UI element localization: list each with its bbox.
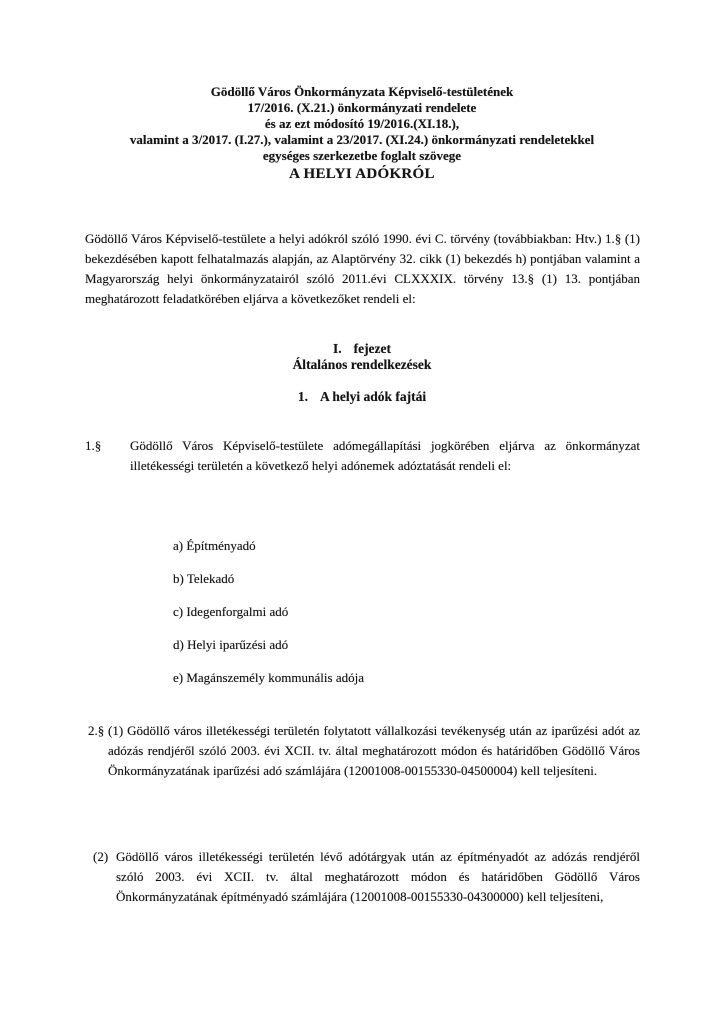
section-2-paragraph-2-marker: (2) — [93, 849, 109, 864]
chapter-number: I. — [332, 341, 342, 356]
section-1-heading-number: 1. — [297, 389, 308, 404]
tax-type-item-tourism-tax: c) Idegenforgalmi adó — [173, 604, 289, 619]
section-2-marker: 2.§ — [88, 723, 105, 738]
section-2-paragraph-2-text: Gödöllő város illetékességi területén lévő adótárgyak után az építményadót az adózás rendjéről szóló 2003. évi XCII. tv. által meghatározott módon és határidőben Gödöllő Város Önkormányzatának építményadó számlájára (12001008-00155330-04300000) kell teljesíteni, — [116, 849, 640, 904]
tax-type-item-communal-tax: e) Magánszemély kommunális adója — [173, 670, 364, 685]
title-line-consolidated: egységes szerkezetbe foglalt szövege — [262, 148, 462, 163]
title-line-amendment-1: és az ezt módosító 19/2016.(XI.18.), — [264, 116, 460, 131]
section-1-heading-label: A helyi adók fajtái — [319, 389, 427, 404]
chapter-number-line — [0, 341, 724, 357]
title-line-decree-number: 17/2016. (X.21.) önkormányzati rendelete — [247, 100, 477, 115]
title-line-amendment-2: valamint a 3/2017. (I.27.), valamint a 23/2017. (XI.24.) önkormányzati rendeletekkel — [129, 132, 595, 147]
section-1-text: Gödöllő Város Képviselő-testülete adómegállapítási jogkörében eljárva az önkormányzat illetékességi területén a következő helyi adónemek adóztatását rendeli el: — [130, 438, 640, 473]
section-2-paragraph-2 — [93, 847, 640, 907]
document-title-block — [0, 84, 724, 182]
section-1-heading — [0, 389, 724, 405]
intro-paragraph: Gödöllő Város Képviselő-testülete a helyi adókról szóló 1990. évi C. törvény (továbbiakban: Htv.) 1.§ (1) bekezdésében kapott felhatalmazás alapján, az Alaptörvény 32. cikk (1) bekezdés h) pontjában valamint a Magyarország helyi önkormányzatairól szóló 2011.évi CLXXXIX. törvény 13.§ (1) 13. pontjában meghatározott feladatkörében eljárva a következőket rendeli el: — [85, 231, 640, 306]
chapter-heading — [0, 341, 724, 373]
section-1-marker: 1.§ — [85, 438, 102, 453]
section-2-paragraph-1 — [88, 721, 640, 781]
title-subject: A HELYI ADÓKRÓL — [289, 166, 435, 182]
chapter-label: fejezet — [353, 341, 392, 356]
tax-type-item-business-tax: d) Helyi iparűzési adó — [173, 637, 289, 652]
tax-type-item-building-tax: a) Építményadó — [173, 538, 256, 553]
section-2-paragraph-1-text: (1) Gödöllő város illetékességi területén folytatott vállalkozási tevékenység után az iparűzési adót az adózás rendjéről szóló 2003. évi XCII. tv. által meghatározott módon és határidőben Gödöllő Város Önkormányzatának iparűzési adó számlájára (12001008-00155330-04500004) kell teljesíteni. — [108, 723, 640, 778]
tax-type-item-land-tax: b) Telekadó — [173, 571, 235, 586]
chapter-subtitle: Általános rendelkezések — [292, 357, 432, 372]
title-line-authority: Gödöllő Város Önkormányzata Képviselő-testületének — [210, 84, 514, 99]
section-1-paragraph — [85, 436, 640, 476]
